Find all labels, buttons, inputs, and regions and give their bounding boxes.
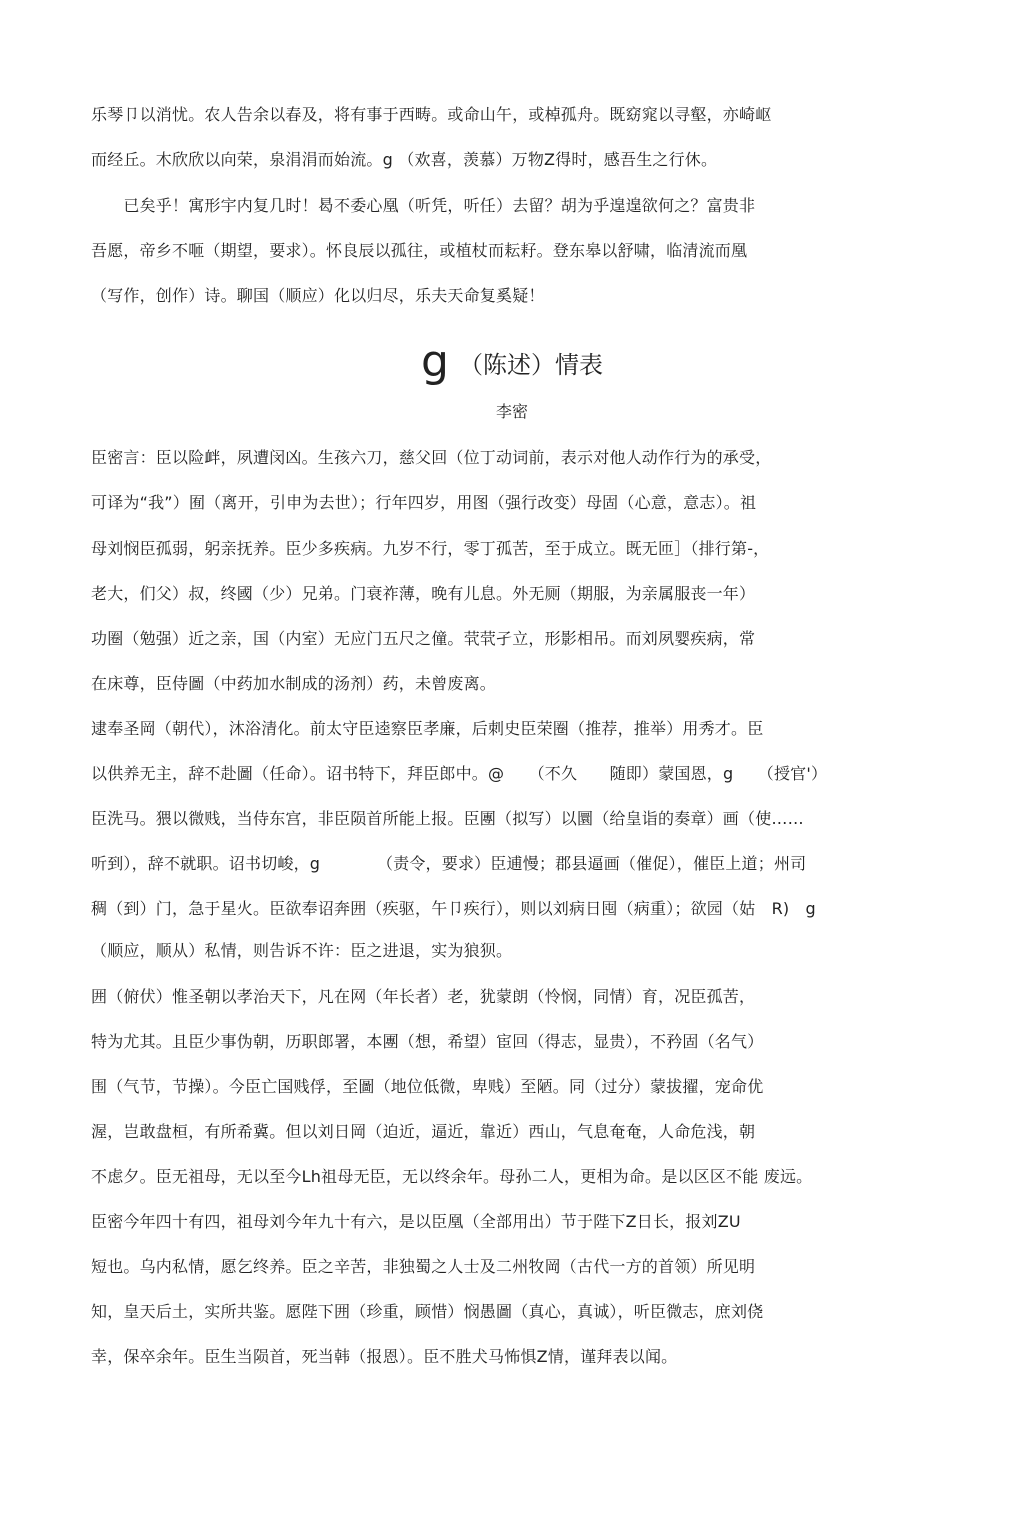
text-line: 可译为“我”）囿（离开，引申为去世）；行年四岁，用图（强行改变）母固（心意，意志）。祖 — [91, 493, 757, 512]
text-line: 短也。乌内私情，愿乞终养。臣之辛苦，非独蜀之人士及二州牧岡（古代一方的首领）所见明 — [91, 1257, 756, 1276]
text-line: 听到），辞不就职。诏书切峻，g （责令，要求）臣逋慢；郡县逼画（催促），催臣上道；州司 — [91, 854, 807, 873]
text-line: 臣密言：臣以险衅，夙遭闵凶。生孩六刀，慈父回（位丁动词前，表示对他人动作行为的承受， — [91, 448, 772, 467]
text-line: 知，皇天后土，实所共鉴。愿陛下囲（珍重，顾惜）悯愚圖（真心，真诚），听臣微志，庶刘侥 — [91, 1302, 764, 1321]
text-line: 幸，保卒余年。臣生当陨首，死当韩（报恩）。臣不胜犬马怖惧Z情，谨拜表以闻。 — [91, 1347, 678, 1366]
text-line: 围（气节，节操）。今臣亡国贱俘，至圖（地位低微，卑贱）至陋。同（过分）蒙拔擢，宠命优 — [91, 1077, 764, 1096]
text-line: 臣洗马。猥以微贱，当侍东宫，非臣陨首所能上报。臣團（拟写）以圜（给皇诣的奏章）画（使…… — [91, 809, 804, 828]
text-line: 臣密今年四十有四，祖母刘今年九十有六，是以臣凰（全部用出）节于陛下Z日长，报刘ZU — [91, 1212, 741, 1231]
text-line: 在床尊，臣侍圖（中药加水制成的汤剂）药，未曾废离。 — [91, 674, 497, 693]
text-line: 母刘悯臣孤弱，躬亲抚养。臣少多疾病。九岁不行，零丁孤苦，至于成立。既无匝］（排行第-， — [91, 539, 770, 558]
text-line: 乐琴卩以消忧。农人告余以春及，将有事于西畴。或命山午，或棹孤舟。既窈窕以寻壑，亦崎岖 — [91, 105, 772, 124]
text-line: 以供养无主，辞不赴圖（任命）。诏书特下，拜臣郎中。@ （不久 随即）蒙国恩，g （授官'） — [91, 764, 828, 783]
text-line: 功圈（勉强）近之亲，国（内室）无应门五尺之僮。茕茕孑立，形影相吊。而刘夙婴疾病，常 — [91, 629, 756, 648]
text-line: 渥，岂敢盘桓，有所希冀。但以刘日岡（迫近，逼近，靠近）西山，气息奄奄，人命危浅，朝 — [91, 1122, 756, 1141]
title-text: （陈述）情表 — [458, 351, 603, 379]
text-line: 逮奉圣岡（朝代），沐浴清化。前太守臣逵察臣孝廉，后刺史臣荣圈（推荐，推举）用秀才。臣 — [91, 719, 764, 738]
text-line: 特为尤其。且臣少事伪朝，历职郎署，本團（想，希望）宦回（得志，显贵），不矜固（名气） — [91, 1032, 764, 1051]
title-glyph: g — [421, 336, 449, 387]
text-line: 吾愿，帝乡不咂（期望，要求）。怀良辰以孤往，或植杖而耘耔。登东皋以舒啸，临清流而凰 — [91, 241, 748, 260]
text-line: 已矣乎！寓形宇内复几时！曷不委心凰（听凭，听任）去留？胡为乎遑遑欲何之？富贵非 — [91, 196, 756, 215]
text-line: 而经丘。木欣欣以向荣，泉涓涓而始流。g （欢喜，羡慕）万物Z得时，感吾生之行休。 — [91, 150, 718, 169]
text-line: 不虑夕。臣无祖母，无以至今Lh祖母无臣，无以终余年。母孙二人，更相为命。是以区区不能 废远。 — [91, 1167, 813, 1186]
text-line: 囲（俯伏）惟圣朝以孝治天下，凡在网（年长者）老，犹蒙朗（怜悯，同情）育，况臣孤苦， — [91, 987, 756, 1006]
text-line: 老大，们父）叔，终國（少）兄弟。门衰祚薄，晚有儿息。外无厕（期服，为亲属服丧一年） — [91, 584, 756, 603]
text-line: 稠（到）门，急于星火。臣欲奉诏奔囲（疾驱，午卩疾行），则以刘病日囤（病重）；欲园（姑 R) g — [91, 899, 816, 918]
text-line: （写作，创作）诗。聊国（顺应）化以归尽，乐夫天命复奚疑！ — [91, 286, 545, 305]
text-line: （顺应，顺从）私情，则告诉不许：臣之进退，实为狼狈。 — [91, 941, 513, 960]
essay-title — [0, 338, 1024, 389]
author: 李密 — [495, 402, 528, 421]
